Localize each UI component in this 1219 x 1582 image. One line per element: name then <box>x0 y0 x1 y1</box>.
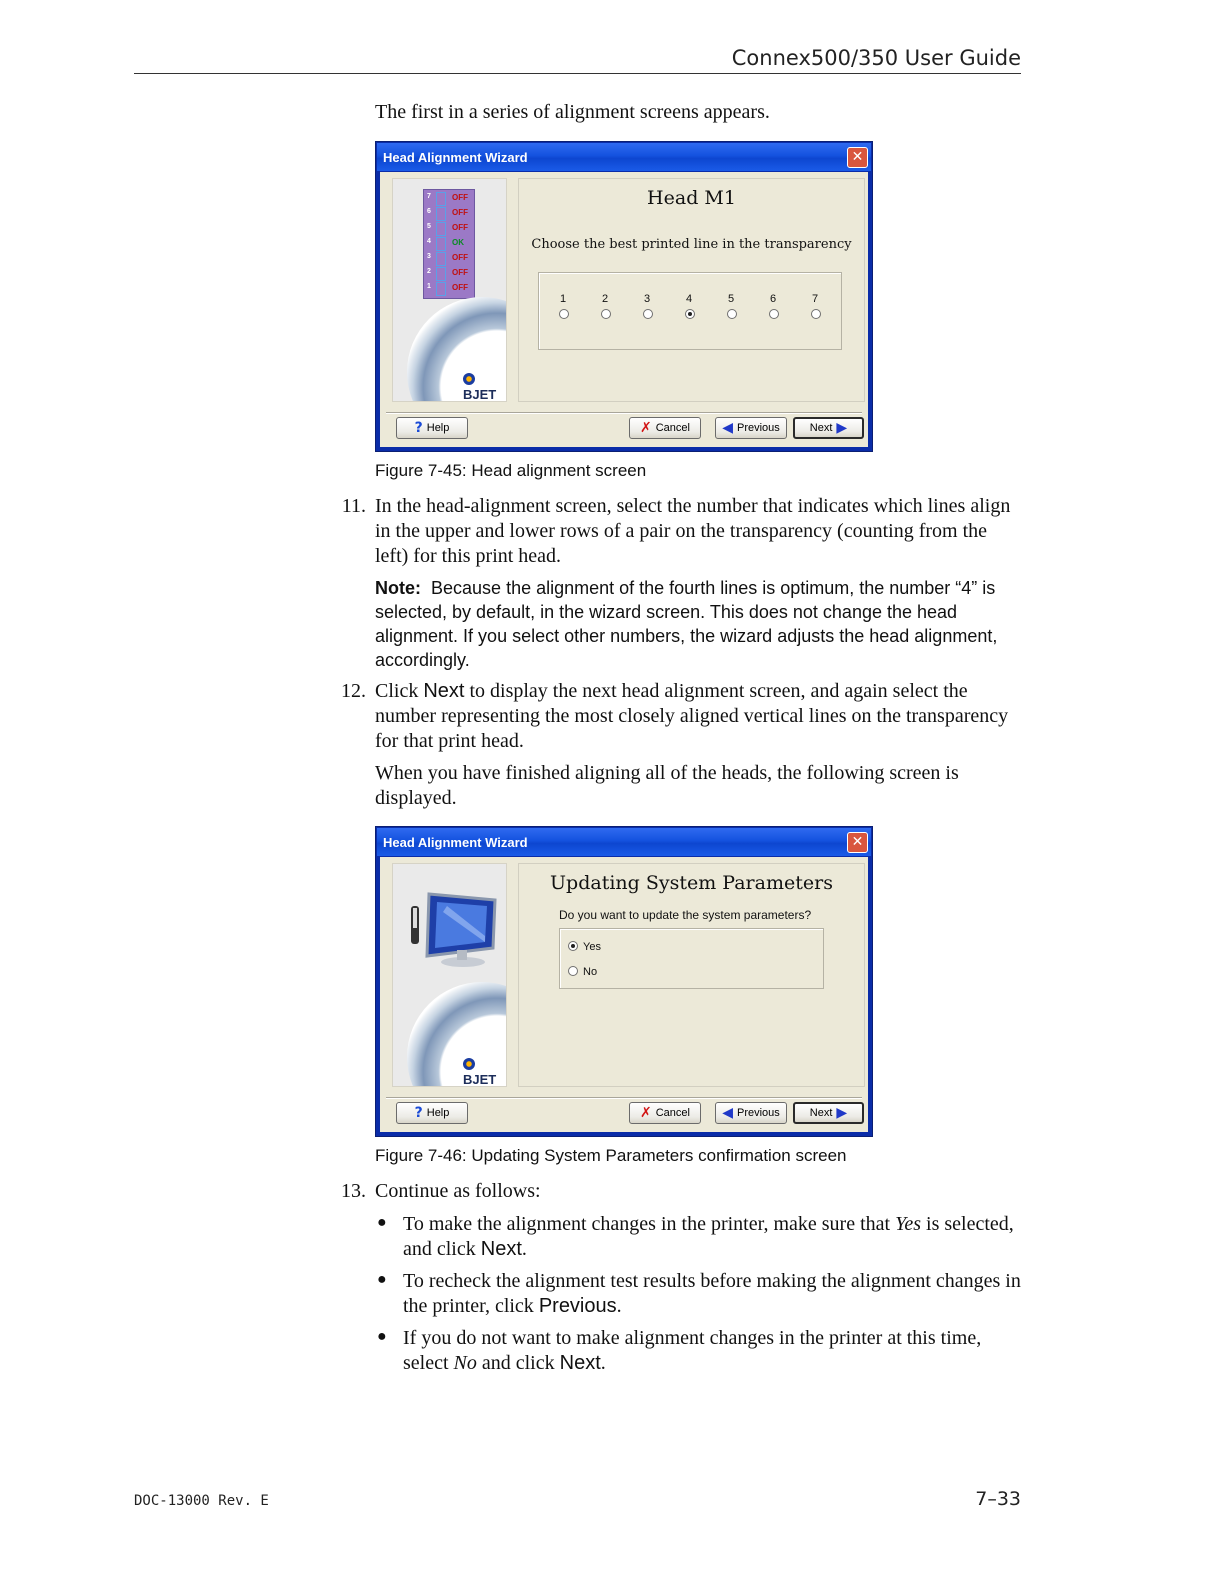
arrow-left-icon: ◀ <box>722 420 733 436</box>
arrow-left-icon: ◀ <box>722 1105 733 1121</box>
head-status-panel <box>423 189 475 299</box>
status-row: 7 OFF <box>424 191 474 206</box>
title-bar <box>377 828 871 856</box>
question-text: Do you want to update the system parameters? <box>559 908 812 922</box>
note-label: Note: <box>375 578 421 598</box>
step-text: Continue as follows: <box>375 1180 541 1202</box>
window-client <box>380 172 868 447</box>
question-icon: ? <box>414 1105 423 1121</box>
arrow-right-icon: ▶ <box>836 420 848 436</box>
option-radio-5[interactable] <box>727 309 737 319</box>
option-label: 6 <box>770 293 777 305</box>
status-row: 4 OK <box>424 236 474 251</box>
status-row: 6 OFF <box>424 206 474 221</box>
note <box>375 576 1021 672</box>
option-radio-4[interactable] <box>685 309 695 319</box>
arrow-right-icon: ▶ <box>836 1105 848 1121</box>
button-divider <box>386 1097 862 1099</box>
x-icon: ✗ <box>640 420 652 436</box>
no-radio[interactable] <box>568 966 578 976</box>
cancel-button[interactable]: ✗ Cancel <box>629 1102 701 1124</box>
yes-no-group <box>559 928 824 989</box>
option-label: 7 <box>812 293 819 305</box>
help-button[interactable]: ? Help <box>396 1102 468 1124</box>
next-button[interactable]: Next ▶ <box>793 417 864 439</box>
figure-caption: Figure 7-46: Updating System Parameters confirmation screen <box>375 1146 847 1165</box>
running-header: Connex500/350 User Guide <box>731 46 1021 70</box>
cancel-button[interactable]: ✗ Cancel <box>629 417 701 439</box>
option-radio-2[interactable] <box>601 309 611 319</box>
option-radio-7[interactable] <box>811 309 821 319</box>
window-title: Head Alignment Wizard <box>383 835 528 850</box>
objet-logo: BJET <box>463 372 506 402</box>
option-label: 5 <box>728 293 735 305</box>
previous-button[interactable]: ◀ Previous <box>715 417 787 439</box>
bullet-icon: ● <box>377 1214 387 1231</box>
option-label: 3 <box>644 293 651 305</box>
bullet-item: If you do not want to make alignment changes in the printer at this time, select No and click Next. <box>403 1327 982 1374</box>
computer-icon <box>407 886 502 968</box>
help-button[interactable]: ? Help <box>396 417 468 439</box>
bullet-item: To recheck the alignment test results before making the alignment changes in the printer, click Previous. <box>403 1270 1021 1317</box>
header-rule <box>134 73 1021 74</box>
step-number: 12. <box>341 680 366 702</box>
next-button[interactable]: Next ▶ <box>793 1102 864 1124</box>
bullet-item: To make the alignment changes in the printer, make sure that Yes is selected, and click Next. <box>403 1213 1014 1260</box>
update-heading: Updating System Parameters <box>550 872 833 894</box>
step-number: 11. <box>341 495 366 517</box>
status-row: 5 OFF <box>424 221 474 236</box>
x-icon: ✗ <box>640 1105 652 1121</box>
no-label: No <box>583 966 598 978</box>
doc-id: DOC-13000 Rev. E <box>134 1493 269 1509</box>
wizard-content-panel <box>518 178 865 402</box>
close-icon[interactable]: ✕ <box>847 832 868 853</box>
previous-button[interactable]: ◀ Previous <box>715 1102 787 1124</box>
option-radio-6[interactable] <box>769 309 779 319</box>
update-parameters-window <box>375 826 873 1137</box>
option-label: 4 <box>686 293 693 305</box>
bullet-icon: ● <box>377 1271 387 1288</box>
step-followup: When you have finished aligning all of the heads, the following screen is displayed. <box>375 762 959 809</box>
intro-text: The first in a series of alignment screens appears. <box>375 101 770 123</box>
instruction-text: Choose the best printed line in the transparency <box>531 237 852 252</box>
head-alignment-window <box>375 141 873 452</box>
bullet-icon: ● <box>377 1328 387 1345</box>
status-row: 2 OFF <box>424 266 474 281</box>
status-row: 1 OFF <box>424 281 474 296</box>
title-bar <box>377 143 871 171</box>
wizard-side-panel <box>392 178 507 402</box>
question-icon: ? <box>414 420 423 436</box>
objet-logo: BJET <box>463 1057 506 1087</box>
note-text: Because the alignment of the fourth lines is optimum, the number “4” is selected, by default, in the wizard screen. This does not change the head alignment. If you select other numbers, the wizard adjusts the head alignment, accordingly. <box>375 578 998 670</box>
options-group <box>538 272 842 350</box>
option-radio-1[interactable] <box>559 309 569 319</box>
step-number: 13. <box>341 1180 366 1202</box>
wizard-side-panel <box>392 863 507 1087</box>
status-row: 3 OFF <box>424 251 474 266</box>
yes-label: Yes <box>583 941 601 953</box>
close-icon[interactable]: ✕ <box>847 147 868 168</box>
wizard-content-panel <box>518 863 865 1087</box>
figure-caption: Figure 7-45: Head alignment screen <box>375 461 647 480</box>
head-heading: Head M1 <box>647 187 736 209</box>
window-client <box>380 857 868 1132</box>
step-text: Click Next to display the next head alignment screen, and again select the number representing the most closely aligned vertical lines on the transparency for that print head. <box>375 680 1009 752</box>
option-label: 2 <box>602 293 609 305</box>
button-divider <box>386 412 862 414</box>
option-label: 1 <box>560 293 567 305</box>
option-radio-3[interactable] <box>643 309 653 319</box>
yes-radio[interactable] <box>568 941 578 951</box>
window-title: Head Alignment Wizard <box>383 150 528 165</box>
step-text: In the head-alignment screen, select the number that indicates which lines align in the upper and lower rows of a pair on the transparency (counting from the left) for this print head. <box>375 495 1011 567</box>
page-number: 7–33 <box>975 1488 1021 1510</box>
